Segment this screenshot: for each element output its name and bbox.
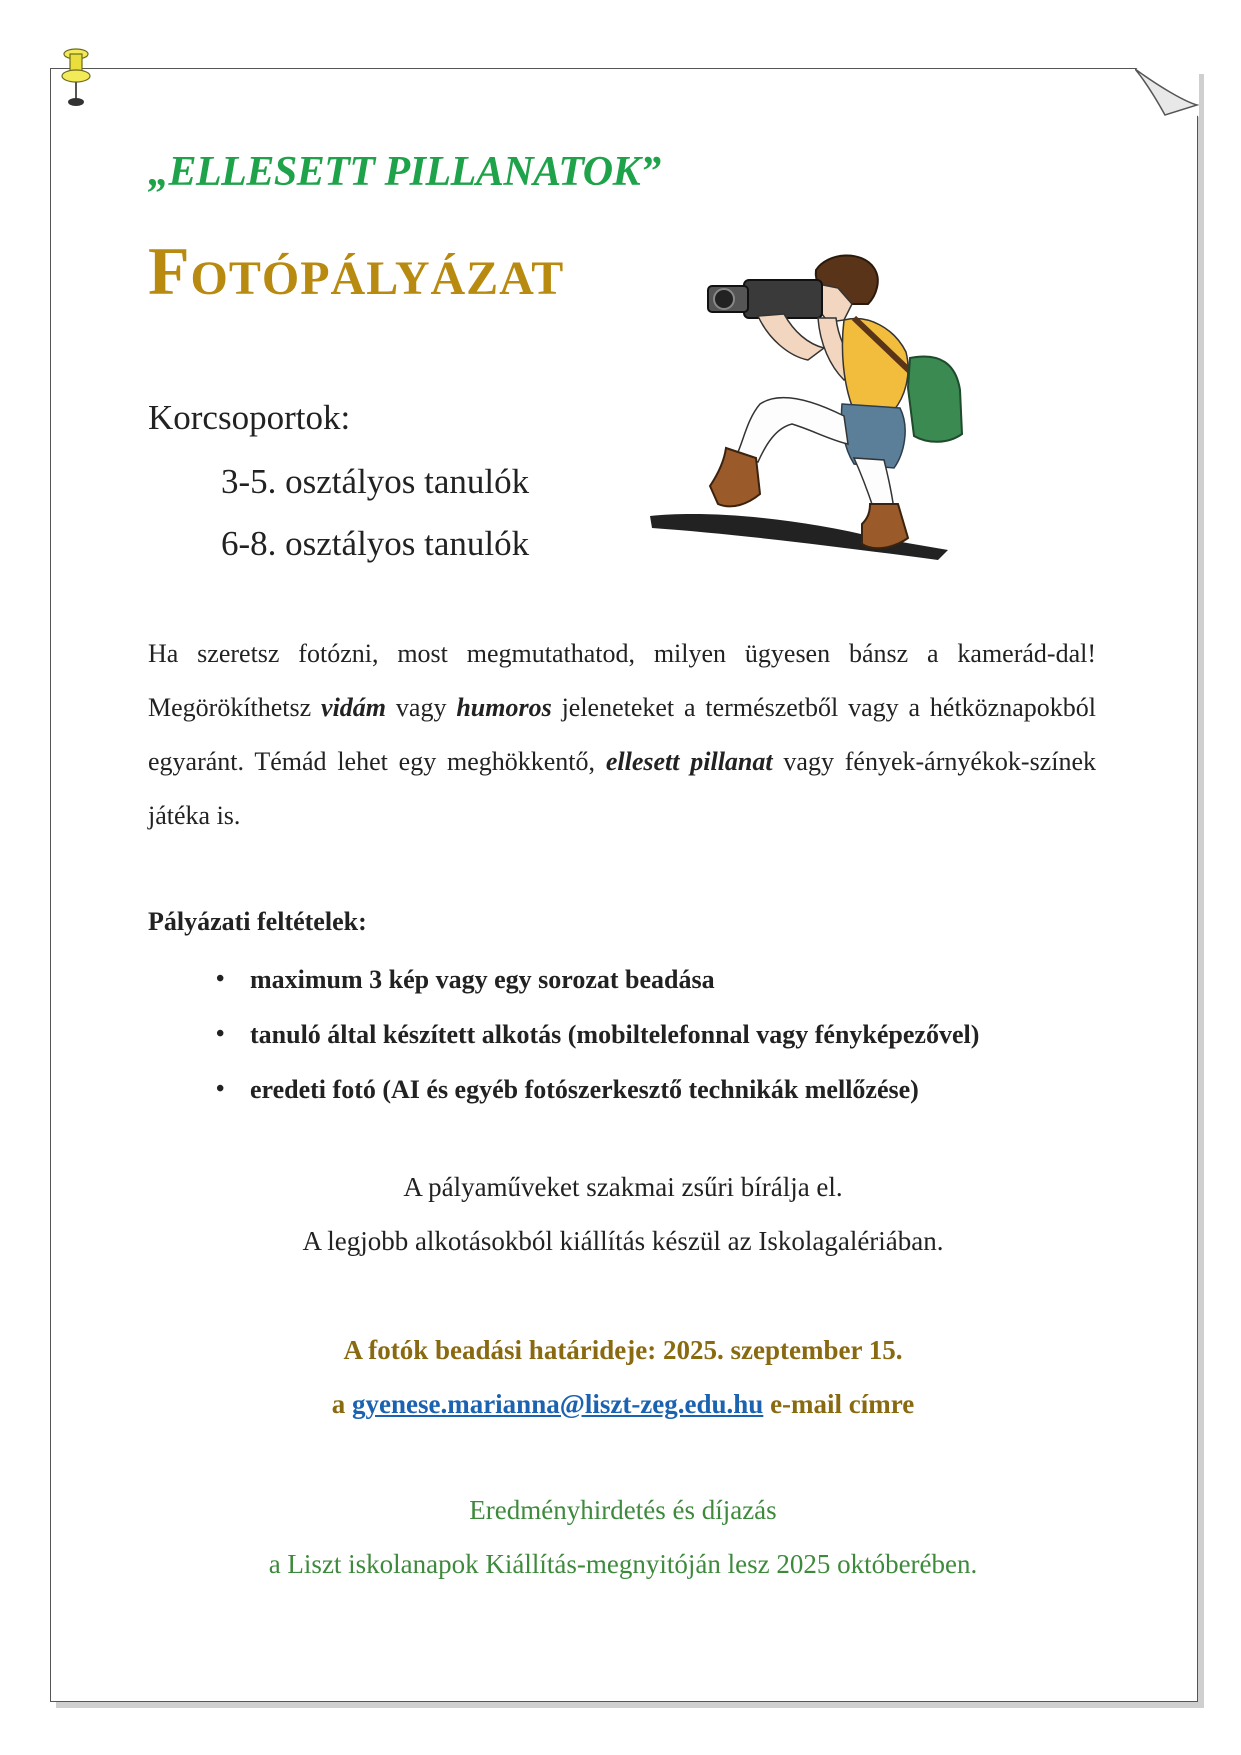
page-curl-corner (1135, 67, 1199, 117)
intro-text: jeleneteket a természetből vagy a hétköznapokból egyaránt. Témád lehet egy meghökkentő, (148, 693, 1096, 776)
conditions-list (210, 952, 979, 1117)
exhibition-line: A legjobb alkotásokból kiállítás készül az Iskolagalériában. (302, 1226, 944, 1256)
photographer-illustration (648, 248, 1080, 568)
condition-item: • eredeti fotó (AI és egyéb fotószerkesztő technikák mellőzése) (210, 1062, 979, 1117)
intro-text: vagy (386, 693, 457, 722)
intro-emphasis: vidám (321, 693, 387, 722)
jury-line: A pályaműveket szakmai zsűri bírálja el. (403, 1172, 843, 1202)
conditions-label: Pályázati feltételek: (148, 907, 367, 936)
intro-emphasis: ellesett pillanat (605, 747, 773, 776)
intro-text: Ha szeretsz fotózni, most megmutathatod, milyen ügyesen bánsz a kamerád-dal! Megörökíthetsz (148, 639, 1096, 722)
results-date-line: a Liszt iskolanapok Kiállítás-megnyitóján lesz 2025 októberében. (268, 1549, 978, 1579)
contest-subtitle: „ELLESETT PILLANATOK” (148, 149, 661, 195)
push-pin-icon (56, 46, 96, 110)
age-group-item: 6-8. osztályos tanulók (221, 524, 530, 563)
intro-emphasis: humoros (456, 693, 552, 722)
age-groups-label: Korcsoportok: (148, 398, 351, 437)
email-link[interactable]: gyenese.marianna@liszt-zeg.edu.hu (351, 1389, 764, 1419)
deadline-line: A fotók beadási határideje: 2025. szeptember 15. (343, 1335, 903, 1365)
page-title: Fotópályázat (148, 233, 565, 309)
condition-item: • tanuló által készített alkotás (mobiltelefonnal vagy fényképezővel) (210, 1007, 979, 1062)
email-prefix: a (331, 1389, 352, 1419)
results-line: Eredményhirdetés és díjazás (469, 1495, 777, 1525)
condition-item: • maximum 3 kép vagy egy sorozat beadása (210, 952, 979, 1007)
email-suffix: e-mail címre (763, 1389, 915, 1419)
age-group-item: 3-5. osztályos tanulók (221, 462, 530, 501)
intro-paragraph (148, 627, 1096, 843)
intro-text: vagy fények-árnyékok-színek játéka is. (148, 747, 1096, 830)
email-line (50, 1389, 1196, 1420)
